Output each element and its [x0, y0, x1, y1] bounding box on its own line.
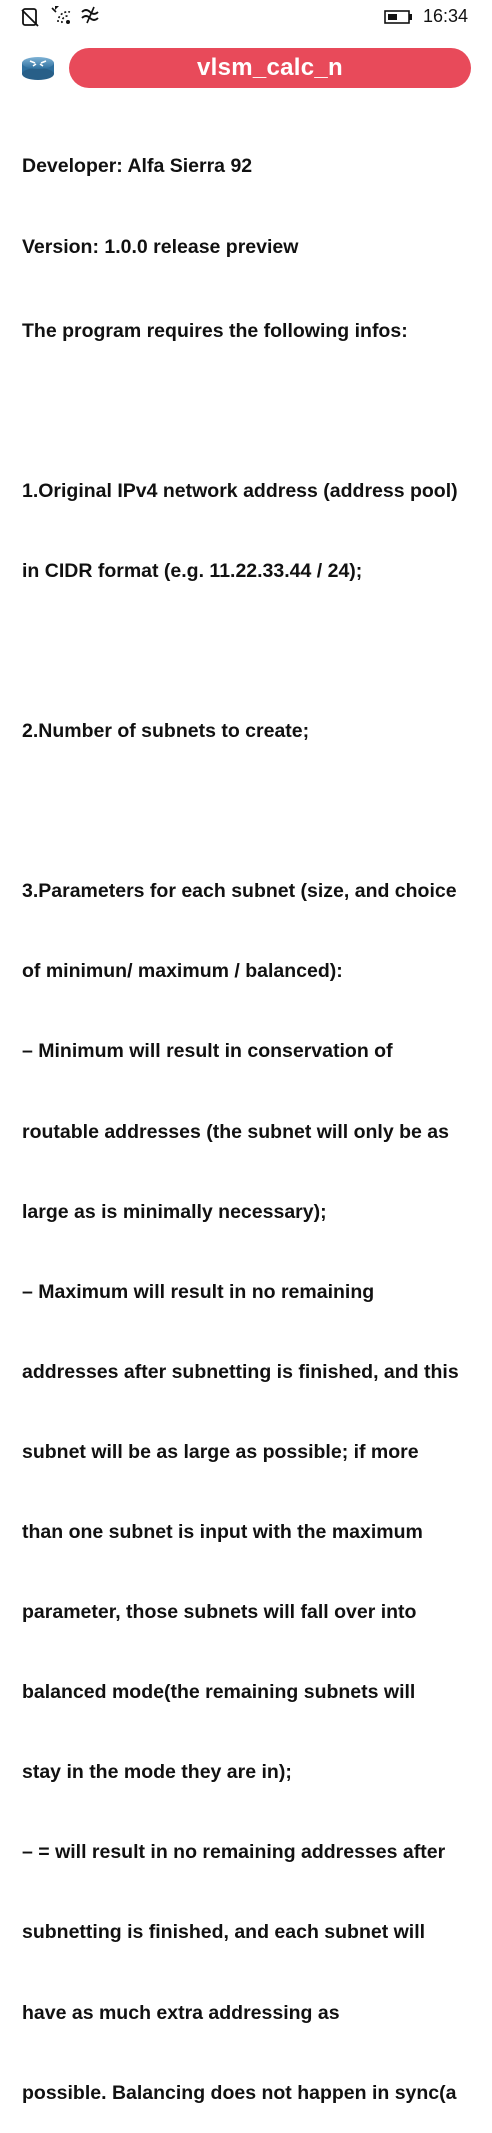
info-line: addresses after subnetting is finished, and this — [22, 1360, 459, 1383]
info-text — [22, 100, 492, 2133]
info-line: Developer: Alfa Sierra 92 — [22, 155, 253, 178]
info-line: balanced mode(the remaining subnets will — [22, 1681, 416, 1704]
info-line: parameter, those subnets will fall over into — [22, 1601, 417, 1624]
info-line: 2.Number of subnets to create; — [22, 720, 310, 743]
info-line — [22, 398, 492, 425]
info-line: than one subnet is input with the maximum — [22, 1521, 423, 1543]
status-bar — [0, 0, 486, 34]
info-line: subnet will be as large as possible; if more — [22, 1440, 419, 1463]
info-line: Version: 1.0.0 release preview — [22, 235, 299, 258]
info-line — [22, 798, 492, 825]
info-line: – Minimum will result in conservation of — [22, 1040, 393, 1063]
data-icon — [80, 5, 102, 25]
info-line: The program requires the following infos: — [22, 319, 408, 342]
info-line: subnetting is finished, and each subnet will — [22, 1921, 426, 1944]
info-line: 1.Original IPv4 network address (address pool) — [22, 479, 458, 502]
info-line: large as is minimally necessary); — [22, 1200, 327, 1223]
info-line: – Maximum will result in no remaining — [22, 1280, 375, 1303]
info-line: – = will result in no remaining addresses after — [22, 1841, 446, 1864]
info-line: in CIDR format (e.g. 11.22.33.44 / 24); — [22, 559, 363, 582]
info-line: stay in the mode they are in); — [22, 1761, 292, 1784]
info-line: routable addresses (the subnet will only be as — [22, 1120, 449, 1143]
info-line: of minimun/ maximum / balanced): — [22, 960, 343, 983]
wifi-icon — [50, 4, 74, 26]
status-time: 16:34 — [422, 6, 468, 26]
battery-icon — [384, 9, 414, 25]
app-header — [0, 44, 486, 94]
info-line — [22, 638, 492, 665]
info-line: have as much extra addressing as — [22, 2001, 340, 2024]
info-line: possible. Balancing does not happen in sync(a — [22, 2081, 457, 2104]
info-line: 3.Parameters for each subnet (size, and choice — [22, 880, 457, 903]
app-title: vlsm_calc_n — [196, 54, 344, 81]
title-pill — [69, 48, 471, 88]
router-icon — [20, 52, 56, 82]
sim-off-icon — [20, 6, 40, 28]
